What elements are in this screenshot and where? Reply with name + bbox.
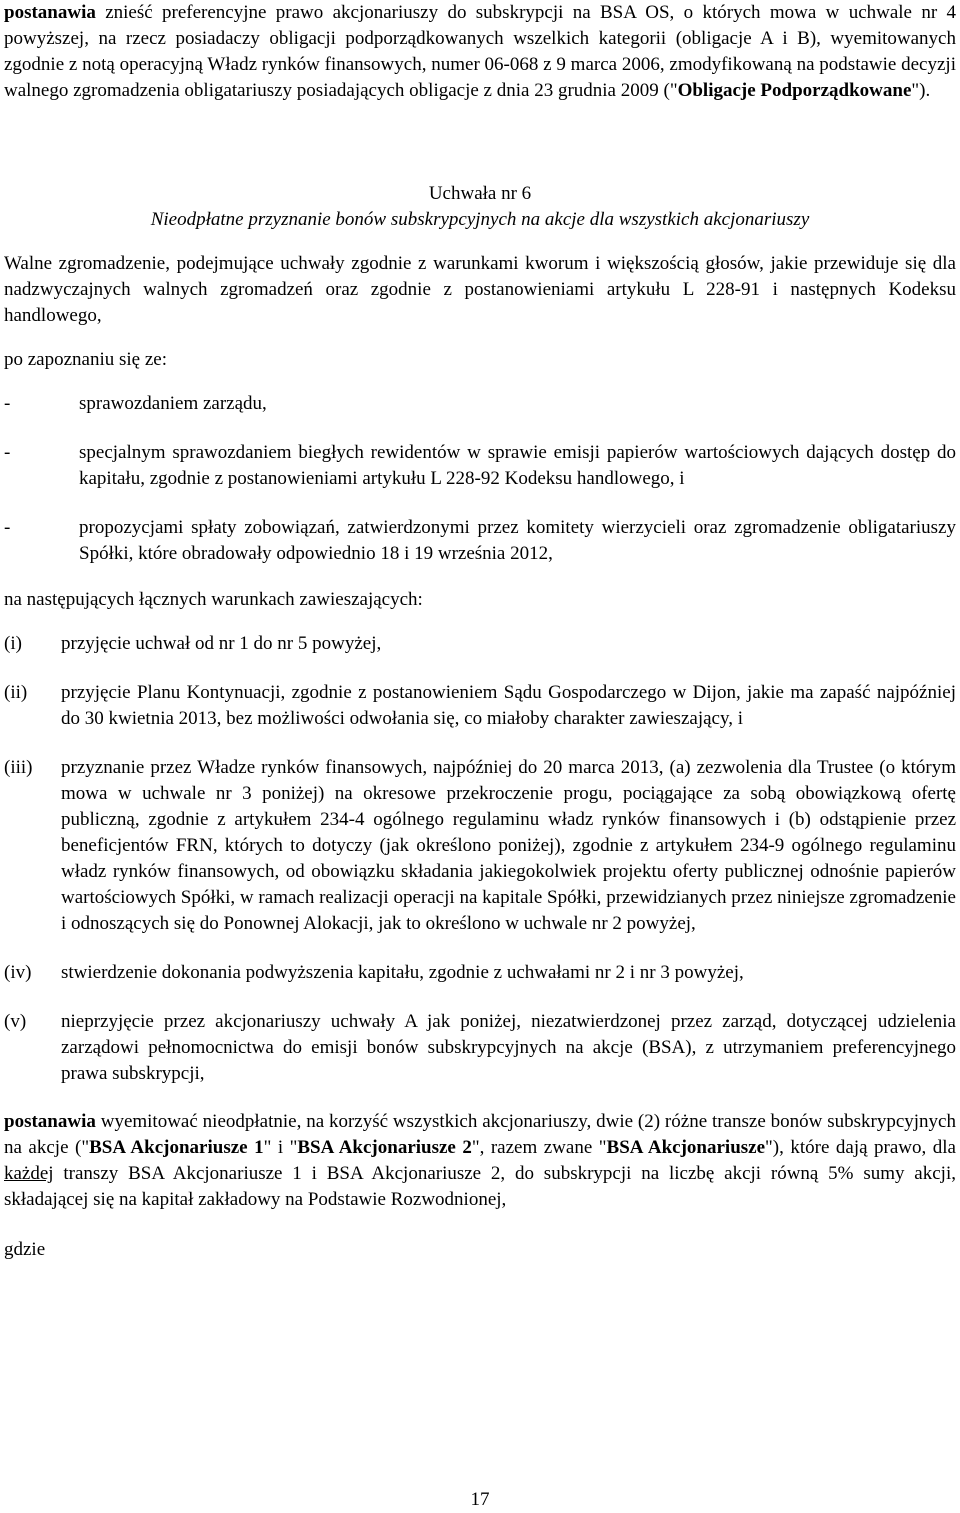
conditions-list bbox=[4, 631, 956, 1087]
resolution-subtitle: Nieodpłatne przyznanie bonów subskrypcyjnych na akcje dla wszystkich akcjonariuszy bbox=[150, 209, 810, 230]
list-item-text: nieprzyjęcie przez akcjonariuszy uchwały A jak poniżej, niezatwierdzonej przez zarząd, dotyczącej udzielenia zarządowi pełnomocnictwa do emisji bonów subskrypcyjnych na akcje (BSA), z utrzymaniem preferencyjnego prawa subskrypcji, bbox=[61, 1011, 956, 1084]
list-item-text: przyjęcie Planu Kontynuacji, zgodnie z postanowieniem Sądu Gospodarczego w Dijon, jakie ma zapaść najpóźniej do 30 kwietnia 2013, bez możliwości odwołania się, co miałoby charakter zawieszający, i bbox=[61, 682, 956, 729]
list-item-text: stwierdzenie dokonania podwyższenia kapitału, zgodnie z uchwałami nr 2 i nr 3 powyżej, bbox=[61, 962, 744, 983]
paragraph-text: wyemitować nieodpłatnie, na korzyść wszystkich akcjonariuszy, dwie (2) różne transze bonów subskrypcyjnych na akcje (" bbox=[4, 1111, 956, 1158]
bold-term-bsa: BSA Akcjonariusze bbox=[606, 1137, 766, 1158]
document-page bbox=[4, 0, 956, 1263]
decision-paragraph bbox=[4, 1109, 956, 1213]
bold-term-bsa-2: BSA Akcjonariusze 2 bbox=[297, 1137, 472, 1158]
paragraph-end: "). bbox=[911, 80, 931, 101]
list-item bbox=[4, 960, 956, 986]
underlined-word: każdej bbox=[4, 1163, 54, 1184]
paragraph-text: "), które dają prawo, dla bbox=[765, 1137, 956, 1158]
list-item-text: przyznanie przez Władze rynków finansowych, najpóźniej do 20 marca 2013, (a) zezwolenia dla Trustee (o którym mowa w uchwale nr 3 poniżej) na okresowe przekroczenie progu, pociągające za sobą obowiązkową ofertę publiczną, zgodnie z artykułem 234-4 ogólnego regulaminu władz rynków finansowych i (b) odstąpienie przez beneficjentów FRN, których to dotyczy (jak określono poniżej), zgodnie z artykułem 234-9 ogólnego regulaminu władz rynków finansowych, od obowiązku składania jakiegokolwiek projektu oferty publicznej odnośnie papierów wartościowych Spółki, w ramach realizacji operacji na kapitale Spółki, przewidzianych przez niniejsze zgromadzenie i odnoszących się do Ponownej Alokacji, jak to określono w uchwale nr 2 powyżej, bbox=[61, 757, 956, 934]
bold-defined-term: Obligacje Podporządkowane bbox=[677, 80, 912, 101]
roman-marker: (iv) bbox=[4, 962, 32, 983]
dash-marker: - bbox=[4, 393, 11, 414]
list-item bbox=[4, 631, 956, 657]
paragraph-text: transzy BSA Akcjonariusze 1 i BSA Akcjonariusze 2, do subskrypcji na liczbę akcji równą 5% sumy akcji, składającej się na kapitał zakładowy na Podstawie Rozwodnionej, bbox=[4, 1163, 956, 1210]
roman-marker: (ii) bbox=[4, 682, 28, 703]
bold-lead-postanawia: postanawia bbox=[4, 1111, 96, 1132]
roman-marker: (v) bbox=[4, 1011, 27, 1032]
resolution-title: Uchwała nr 6 bbox=[428, 183, 532, 204]
list-item bbox=[4, 391, 956, 417]
dash-marker: - bbox=[4, 442, 11, 463]
walne-paragraph: Walne zgromadzenie, podejmujące uchwały zgodnie z warunkami kworum i większością głosów, jakie przewiduje się dla nadzwyczajnych walnych zgromadzeń oraz zgodnie z postanowieniami artykułu L 228-91 i następnych Kodeksu handlowego, bbox=[4, 253, 956, 326]
bold-term-bsa-1: BSA Akcjonariusze 1 bbox=[89, 1137, 264, 1158]
roman-marker: (iii) bbox=[4, 757, 33, 778]
bold-lead-postanawia: postanawia bbox=[4, 2, 96, 23]
list-item bbox=[4, 440, 956, 492]
dash-marker: - bbox=[4, 517, 11, 538]
list-item bbox=[4, 680, 956, 732]
paragraph-text: " i " bbox=[263, 1137, 298, 1158]
gdzie-line: gdzie bbox=[4, 1239, 46, 1260]
resolution-5-closing-paragraph bbox=[4, 0, 956, 104]
page-number: 17 bbox=[470, 1489, 490, 1510]
list-item bbox=[4, 515, 956, 567]
reports-list bbox=[4, 391, 956, 567]
list-item-text: specjalnym sprawozdaniem biegłych rewidentów w sprawie emisji papierów wartościowych dających dostęp do kapitału, zgodnie z postanowieniami artykułu L 228-92 Kodeksu handlowego, i bbox=[79, 442, 956, 489]
list-item-text: propozycjami spłaty zobowiązań, zatwierdzonymi przez komitety wierzycieli oraz zgromadzenie obligatariuszy Spółki, które obradowały odpowiednio 18 i 19 września 2012, bbox=[79, 517, 956, 564]
po-zapoznaniu-line: po zapoznaniu się ze: bbox=[4, 349, 168, 370]
list-item bbox=[4, 755, 956, 937]
list-item bbox=[4, 1009, 956, 1087]
conditions-intro: na następujących łącznych warunkach zawieszających: bbox=[4, 589, 423, 610]
paragraph-text: znieść preferencyjne prawo akcjonariuszy do subskrypcji na BSA OS, o których mowa w uchwale nr 4 powyższej, na rzecz posiadaczy obligacji podporządkowanych wszelkich kategorii (obligacje A i B), wyemitowanych zgodnie z notą operacyjną Władz rynków finansowych, numer 06-068 z 9 marca 2006, zmodyfikowaną na podstawie decyzji walnego zgromadzenia obligatariuszy posiadających obligacje z dnia 23 grudnia 2009 (" bbox=[4, 2, 956, 101]
list-item-text: przyjęcie uchwał od nr 1 do nr 5 powyżej, bbox=[61, 633, 382, 654]
paragraph-text: ", razem zwane " bbox=[471, 1137, 607, 1158]
roman-marker: (i) bbox=[4, 633, 22, 654]
list-item-text: sprawozdaniem zarządu, bbox=[79, 393, 267, 414]
